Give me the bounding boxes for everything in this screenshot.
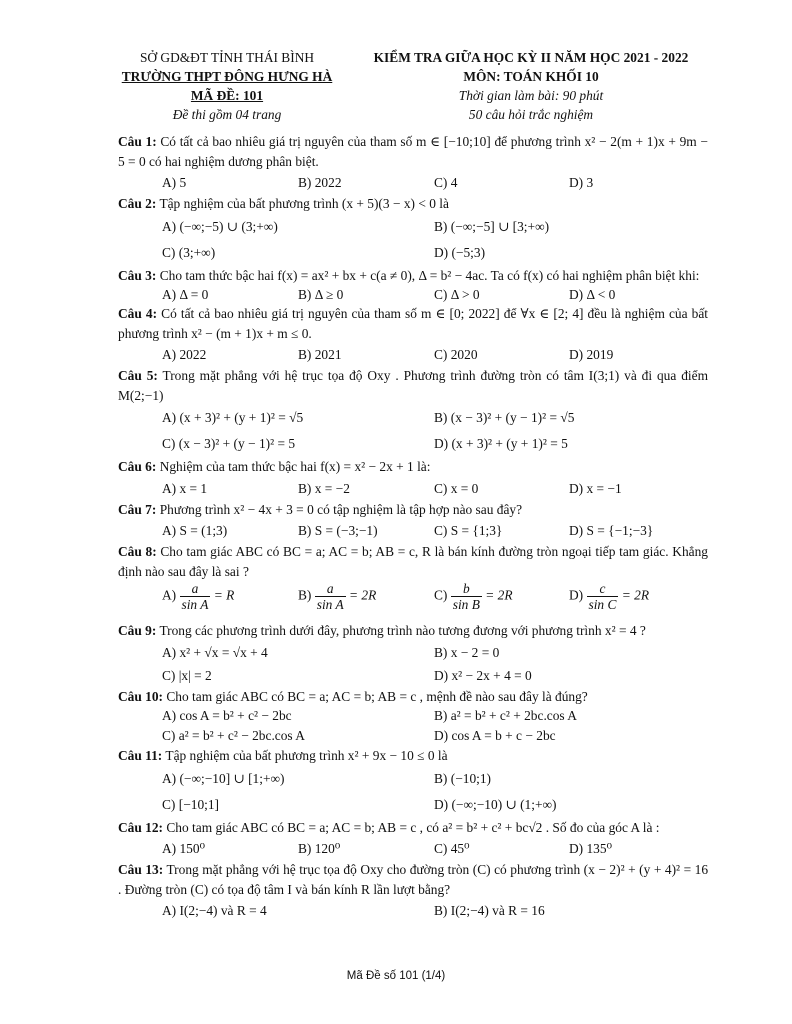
question-label: Câu 4: xyxy=(118,306,158,321)
denominator: sin B xyxy=(452,597,480,612)
option-a xyxy=(162,581,234,612)
option-c: C) Δ > 0 xyxy=(434,287,480,302)
option-b: B) S = (−3;−1) xyxy=(298,523,378,538)
option-a: A) 150⁰ xyxy=(162,841,205,856)
option-a: A) x = 1 xyxy=(162,480,208,496)
option-row xyxy=(118,214,708,240)
option-a: A) x² + √x = √x + 4 xyxy=(162,644,268,660)
question-label: Câu 9: xyxy=(118,623,157,638)
option-d xyxy=(569,581,649,612)
page-footer: Mã Đề số 101 (1/4) xyxy=(346,970,446,982)
option-b: B) (−∞;−5] ∪ [3;+∞) xyxy=(434,218,550,234)
option-b: B) x = −2 xyxy=(298,480,350,496)
option-d: D) (x + 3)² + (y + 1)² = 5 xyxy=(434,436,568,451)
question-label: Câu 7: xyxy=(118,501,157,517)
option-b: B) 2022 xyxy=(298,175,342,190)
option-c: C) (x − 3)² + (y − 1)² = 5 xyxy=(162,436,296,451)
question-text: Cho tam giác ABC có BC = a; AC = b; AB = c , có a² = b² + c² + bc√2 . Số đo của góc A là : xyxy=(166,819,660,835)
question-label: Câu 11: xyxy=(118,748,163,763)
option-a: A) Δ = 0 xyxy=(162,287,209,302)
exam-title: KIỂM TRA GIỮA HỌC KỲ II NĂM HỌC 2021 - 2022 xyxy=(373,50,689,65)
question-3 xyxy=(118,266,708,286)
option-b: B) Δ ≥ 0 xyxy=(298,287,344,302)
option-d: D) 2019 xyxy=(569,347,614,362)
question-10 xyxy=(118,687,708,707)
option-rhs: = 2R xyxy=(349,587,377,603)
question-4 xyxy=(118,304,708,343)
question-13 xyxy=(118,860,708,899)
option-row xyxy=(118,766,708,792)
option-c: C) |x| = 2 xyxy=(162,667,212,683)
question-text: Nghiệm của tam thức bậc hai f(x) = x² − 2x + 1 là: xyxy=(159,459,431,474)
option-rhs: = 2R xyxy=(621,587,650,603)
question-6 xyxy=(118,457,708,477)
option-row xyxy=(118,285,708,304)
option-d: D) (−∞;−10) ∪ (1;+∞) xyxy=(434,796,557,812)
option-row xyxy=(118,519,708,542)
question-text: Tập nghiệm của bất phương trình (x + 5)(3 − x) < 0 là xyxy=(159,196,449,211)
option-row xyxy=(118,664,708,687)
question-label: Câu 2: xyxy=(118,196,157,211)
option-row xyxy=(118,343,708,366)
option-c: C) (3;+∞) xyxy=(162,244,216,260)
question-text: Cho tam giác ABC có BC = a; AC = b; AB = c , mệnh đề nào sau đây là đúng? xyxy=(166,688,588,704)
option-a: A) (−∞;−10] ∪ [1;+∞) xyxy=(162,770,285,786)
school-name: TRƯỜNG THPT ĐÔNG HƯNG HÀ xyxy=(121,69,333,84)
option-c: C) [−10;1] xyxy=(162,796,220,812)
option-row xyxy=(118,171,708,194)
option-c: C) a² = b² + c² − 2bc.cos A xyxy=(162,728,305,743)
question-label: Câu 8: xyxy=(118,544,157,559)
option-b: B) a² = b² + c² + 2bc.cos A xyxy=(434,708,577,723)
option-d: D) 3 xyxy=(569,175,594,190)
option-d: D) S = {−1;−3} xyxy=(569,523,654,538)
option-b xyxy=(298,581,376,612)
option-c: C) x = 0 xyxy=(434,480,479,496)
option-row xyxy=(118,405,708,431)
question-text: Tập nghiệm của bất phương trình x² + 9x − 10 ≤ 0 là xyxy=(165,748,448,763)
option-d: D) x² − 2x + 4 = 0 xyxy=(434,667,532,683)
option-a: A) 2022 xyxy=(162,347,207,362)
option-c: C) 2020 xyxy=(434,347,478,362)
option-row xyxy=(118,477,708,500)
option-a: A) (−∞;−5) ∪ (3;+∞) xyxy=(162,218,278,234)
question-label: Câu 1: xyxy=(118,134,157,149)
question-2 xyxy=(118,194,708,214)
fraction xyxy=(315,581,346,612)
denominator: sin A xyxy=(181,597,209,612)
question-text: Có tất cả bao nhiêu giá trị nguyên của tham số m ∈ [−10;10] để phương trình x² − 2(m + 1)x + 9m − 5 = 0 có hai nghiệm dương phân biệt. xyxy=(118,134,708,169)
denominator: sin A xyxy=(316,597,344,612)
option-a: A) cos A = b² + c² − 2bc xyxy=(162,708,292,723)
exam-subject: MÔN: TOÁN KHỐI 10 xyxy=(463,69,599,84)
option-prefix: D) xyxy=(569,587,584,603)
option-row xyxy=(118,837,708,860)
question-1 xyxy=(118,132,708,171)
department-name: SỞ GD&ĐT TỈNH THÁI BÌNH xyxy=(139,50,315,65)
option-row xyxy=(118,641,708,664)
option-c xyxy=(434,581,513,612)
numerator: b xyxy=(451,581,482,597)
question-text: Trong mặt phẳng với hệ trục tọa độ Oxy cho đường tròn (C) có phương trình (x − 2)² + (y + 4)² = 16 . Đường tròn (C) có tọa độ tâm I và bán kính R lần lượt bằng? xyxy=(118,862,709,897)
option-row xyxy=(118,899,708,922)
option-a: A) (x + 3)² + (y + 1)² = √5 xyxy=(162,410,304,425)
question-8 xyxy=(118,542,708,581)
question-text: Trong các phương trình dưới đây, phương trình nào tương đương với phương trình x² = 4 ? xyxy=(159,623,646,638)
exam-header xyxy=(0,48,792,138)
option-b: B) I(2;−4) và R = 16 xyxy=(434,903,545,918)
option-d: D) cos A = b + c − 2bc xyxy=(434,728,556,743)
question-text: Có tất cả bao nhiêu giá trị nguyên của tham số m ∈ [0; 2022] để ∀x ∈ [2; 4] đều là nghiệm của bất phương trình x² − (m + 1)x + m ≤ 0. xyxy=(118,306,708,341)
option-c: C) 45⁰ xyxy=(434,841,470,856)
option-row xyxy=(118,706,708,726)
option-c: C) S = {1;3} xyxy=(434,523,503,538)
option-prefix: C) xyxy=(434,587,448,603)
question-label: Câu 5: xyxy=(118,368,158,383)
question-text: Cho tam giác ABC có BC = a; AC = b; AB = c, R là bán kính đường tròn ngoại tiếp tam giác. Khẳng định nào sau đây là sai ? xyxy=(118,544,708,579)
question-label: Câu 13: xyxy=(118,862,164,877)
question-label: Câu 3: xyxy=(118,267,157,283)
option-d: D) 135⁰ xyxy=(569,841,612,856)
fraction xyxy=(587,581,619,612)
option-rhs: = R xyxy=(213,587,235,603)
option-b: B) x − 2 = 0 xyxy=(434,644,500,660)
question-list xyxy=(118,132,708,922)
question-11 xyxy=(118,746,708,766)
question-7 xyxy=(118,500,708,520)
question-text: Trong mặt phẳng với hệ trục tọa độ Oxy . Phương trình đường tròn có tâm I(3;1) và đi qua điểm M(2;−1) xyxy=(118,368,708,403)
option-d: D) Δ < 0 xyxy=(569,287,616,302)
question-12 xyxy=(118,818,708,838)
option-b: B) 120⁰ xyxy=(298,841,341,856)
option-row xyxy=(118,240,708,266)
option-rhs: = 2R xyxy=(485,587,513,603)
exam-duration: Thời gian làm bài: 90 phút xyxy=(458,88,604,103)
option-b: B) (−10;1) xyxy=(434,770,492,786)
numerator: a xyxy=(180,581,211,597)
option-b: B) (x − 3)² + (y − 1)² = √5 xyxy=(434,410,575,425)
option-row xyxy=(118,726,708,746)
question-text: Cho tam thức bậc hai f(x) = ax² + bx + c(a ≠ 0), Δ = b² − 4ac. Ta có f(x) có hai nghiệm phân biệt khi: xyxy=(159,267,700,283)
option-prefix: A) xyxy=(162,587,177,603)
denominator: sin C xyxy=(588,597,617,612)
fraction xyxy=(180,581,211,612)
option-a: A) S = (1;3) xyxy=(162,523,228,538)
question-text: Phương trình x² − 4x + 3 = 0 có tập nghiệm là tập hợp nào sau đây? xyxy=(159,501,523,517)
page-count: Đề thi gồm 04 trang xyxy=(172,107,282,122)
question-9 xyxy=(118,621,708,641)
option-row xyxy=(118,792,708,818)
exam-code: MÃ ĐỀ: 101 xyxy=(190,88,264,103)
numerator: a xyxy=(315,581,346,597)
question-label: Câu 10: xyxy=(118,688,164,704)
option-a: A) 5 xyxy=(162,175,187,190)
question-label: Câu 6: xyxy=(118,459,157,474)
option-b: B) 2021 xyxy=(298,347,342,362)
option-prefix: B) xyxy=(298,587,312,603)
option-row xyxy=(118,431,708,457)
question-5 xyxy=(118,366,708,405)
option-d: D) x = −1 xyxy=(569,480,622,496)
numerator: c xyxy=(587,581,619,597)
fraction xyxy=(451,581,482,612)
option-a: A) I(2;−4) và R = 4 xyxy=(162,903,267,918)
question-label: Câu 12: xyxy=(118,819,164,835)
option-row xyxy=(118,581,708,621)
question-count: 50 câu hỏi trắc nghiệm xyxy=(468,107,594,122)
option-c: C) 4 xyxy=(434,175,458,190)
option-d: D) (−5;3) xyxy=(434,244,486,260)
